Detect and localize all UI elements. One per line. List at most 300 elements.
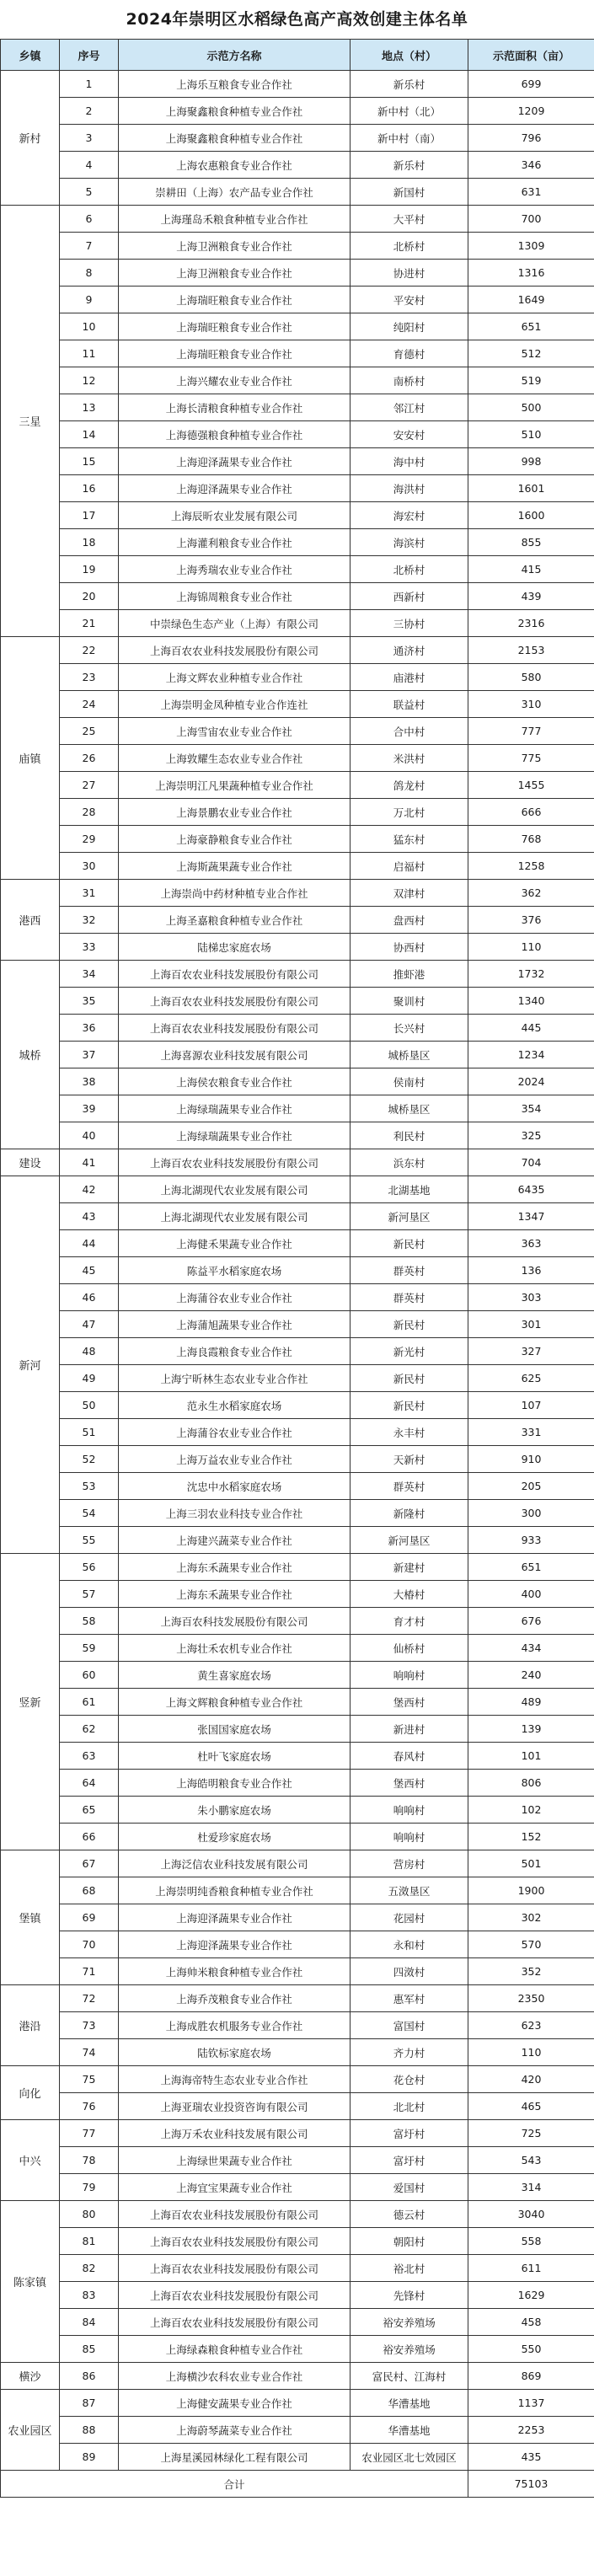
area-cell: 139: [468, 1716, 594, 1743]
location-cell: 协进村: [351, 260, 468, 287]
index-cell: 86: [60, 2363, 119, 2390]
index-cell: 35: [60, 988, 119, 1015]
table-row: [1, 2174, 594, 2201]
table-row: [1, 1176, 594, 1203]
table-row: [1, 1149, 594, 1176]
index-cell: 11: [60, 340, 119, 367]
index-cell: 71: [60, 1958, 119, 1985]
township-cell: 新河: [1, 1176, 60, 1554]
table-row: [1, 260, 594, 287]
table-row: [1, 1662, 594, 1689]
party-cell: 上海迎泽蔬果专业合作社: [119, 448, 351, 475]
location-cell: 盘西村: [351, 907, 468, 934]
location-cell: 育才村: [351, 1608, 468, 1635]
table-row: [1, 1608, 594, 1635]
table-row: [1, 1850, 594, 1877]
index-cell: 77: [60, 2120, 119, 2147]
area-cell: 205: [468, 1473, 594, 1500]
table-row: [1, 233, 594, 260]
location-cell: 米洪村: [351, 745, 468, 772]
table-row: [1, 1203, 594, 1230]
index-cell: 14: [60, 421, 119, 448]
area-cell: 1629: [468, 2282, 594, 2309]
table-row: [1, 421, 594, 448]
area-cell: 314: [468, 2174, 594, 2201]
location-cell: 朝阳村: [351, 2228, 468, 2255]
location-cell: 协西村: [351, 934, 468, 961]
index-cell: 10: [60, 313, 119, 340]
index-cell: 44: [60, 1230, 119, 1257]
area-cell: 1316: [468, 260, 594, 287]
party-cell: 上海迎泽蔬果专业合作社: [119, 475, 351, 502]
location-cell: 富民村、江海村: [351, 2363, 468, 2390]
location-cell: 富国村: [351, 2012, 468, 2039]
location-cell: 通济村: [351, 637, 468, 664]
area-cell: 376: [468, 907, 594, 934]
location-cell: 合中村: [351, 718, 468, 745]
table-row: [1, 2309, 594, 2336]
index-cell: 36: [60, 1015, 119, 1042]
index-cell: 80: [60, 2201, 119, 2228]
index-cell: 5: [60, 179, 119, 206]
table-row: [1, 206, 594, 233]
index-cell: 50: [60, 1392, 119, 1419]
area-cell: 102: [468, 1797, 594, 1824]
location-cell: 三协村: [351, 610, 468, 637]
location-cell: 利民村: [351, 1122, 468, 1149]
party-cell: 上海灌利粮食专业合作社: [119, 529, 351, 556]
party-cell: 陆钦标家庭农场: [119, 2039, 351, 2066]
area-cell: 1601: [468, 475, 594, 502]
area-cell: 107: [468, 1392, 594, 1419]
area-cell: 519: [468, 367, 594, 394]
party-cell: 上海万禾农业科技发展有限公司: [119, 2120, 351, 2147]
table-row: [1, 745, 594, 772]
area-cell: 1340: [468, 988, 594, 1015]
location-cell: 惠军村: [351, 1985, 468, 2012]
area-cell: 501: [468, 1850, 594, 1877]
party-cell: 范永生水稻家庭农场: [119, 1392, 351, 1419]
township-cell: 港西: [1, 880, 60, 961]
table-row: [1, 2444, 594, 2471]
table-row: [1, 340, 594, 367]
index-cell: 8: [60, 260, 119, 287]
party-cell: 上海文辉粮食种植专业合作社: [119, 1689, 351, 1716]
party-cell: 上海蒲旭蔬果专业合作社: [119, 1311, 351, 1338]
location-cell: 浜东村: [351, 1149, 468, 1176]
party-cell: 上海兴耀农业专业合作社: [119, 367, 351, 394]
party-cell: 上海百农农业科技发展股份有限公司: [119, 2309, 351, 2336]
table-row: [1, 826, 594, 853]
area-cell: 570: [468, 1931, 594, 1958]
area-cell: 623: [468, 2012, 594, 2039]
party-cell: 杜叶飞家庭农场: [119, 1743, 351, 1770]
table-row: [1, 2363, 594, 2390]
table-row: [1, 529, 594, 556]
party-cell: 陆梯忠家庭农场: [119, 934, 351, 961]
party-cell: 上海绿森粮食种植专业合作社: [119, 2336, 351, 2363]
index-cell: 74: [60, 2039, 119, 2066]
party-cell: 上海迎泽蔬果专业合作社: [119, 1904, 351, 1931]
index-cell: 88: [60, 2417, 119, 2444]
table-row: [1, 934, 594, 961]
party-cell: 上海德强粮食种植专业合作社: [119, 421, 351, 448]
party-cell: 上海健禾果蔬专业合作社: [119, 1230, 351, 1257]
header-row: [1, 40, 594, 71]
party-cell: 上海泛信农业科技发展有限公司: [119, 1850, 351, 1877]
index-cell: 75: [60, 2066, 119, 2093]
township-cell: 新村: [1, 71, 60, 206]
area-cell: 310: [468, 691, 594, 718]
table-row: [1, 1311, 594, 1338]
index-cell: 87: [60, 2390, 119, 2417]
index-cell: 15: [60, 448, 119, 475]
party-cell: 上海斯蔬果蔬专业合作社: [119, 853, 351, 880]
total-row: [1, 2471, 594, 2498]
party-cell: 上海乐互粮食专业合作社: [119, 71, 351, 98]
index-cell: 4: [60, 152, 119, 179]
index-cell: 62: [60, 1716, 119, 1743]
area-cell: 152: [468, 1824, 594, 1850]
party-cell: 上海文辉农业种植专业合作社: [119, 664, 351, 691]
table-row: [1, 772, 594, 799]
area-cell: 704: [468, 1149, 594, 1176]
party-cell: 上海壮禾农机专业合作社: [119, 1635, 351, 1662]
party-cell: 上海北湖现代农业发展有限公司: [119, 1203, 351, 1230]
table-row: [1, 583, 594, 610]
index-cell: 7: [60, 233, 119, 260]
location-cell: 群英村: [351, 1473, 468, 1500]
table-row: [1, 287, 594, 313]
area-cell: 676: [468, 1608, 594, 1635]
area-cell: 558: [468, 2228, 594, 2255]
table-row: [1, 1419, 594, 1446]
location-cell: 平安村: [351, 287, 468, 313]
area-cell: 1455: [468, 772, 594, 799]
party-cell: 上海百农科技发展股份有限公司: [119, 1608, 351, 1635]
table-row: [1, 448, 594, 475]
index-cell: 18: [60, 529, 119, 556]
location-cell: 新河垦区: [351, 1527, 468, 1554]
party-cell: 上海良霞粮食专业合作社: [119, 1338, 351, 1365]
party-cell: 上海卫洲粮食专业合作社: [119, 260, 351, 287]
table-row: [1, 2120, 594, 2147]
table-row: [1, 1581, 594, 1608]
party-cell: 上海东禾蔬果专业合作社: [119, 1554, 351, 1581]
area-cell: 303: [468, 1284, 594, 1311]
area-cell: 1309: [468, 233, 594, 260]
area-cell: 362: [468, 880, 594, 907]
table-row: [1, 1877, 594, 1904]
table-row: [1, 1365, 594, 1392]
party-cell: 上海聚鑫粮食种植专业合作社: [119, 98, 351, 125]
location-cell: 联益村: [351, 691, 468, 718]
location-cell: 新进村: [351, 1716, 468, 1743]
area-cell: 400: [468, 1581, 594, 1608]
index-cell: 53: [60, 1473, 119, 1500]
header-township: 乡镇: [1, 40, 60, 71]
index-cell: 49: [60, 1365, 119, 1392]
table-row: [1, 1985, 594, 2012]
location-cell: 新民村: [351, 1230, 468, 1257]
table-row: [1, 988, 594, 1015]
table-body: [1, 71, 594, 2471]
index-cell: 59: [60, 1635, 119, 1662]
index-cell: 79: [60, 2174, 119, 2201]
party-cell: 上海崇尚中药材种植专业合作社: [119, 880, 351, 907]
table-row: [1, 2282, 594, 2309]
party-cell: 中崇绿色生态产业（上海）有限公司: [119, 610, 351, 637]
index-cell: 82: [60, 2255, 119, 2282]
index-cell: 84: [60, 2309, 119, 2336]
location-cell: 长兴村: [351, 1015, 468, 1042]
table-row: [1, 125, 594, 152]
area-cell: 2253: [468, 2417, 594, 2444]
table-row: [1, 179, 594, 206]
location-cell: 农业园区北七效园区: [351, 2444, 468, 2471]
area-cell: 327: [468, 1338, 594, 1365]
area-cell: 1900: [468, 1877, 594, 1904]
area-cell: 855: [468, 529, 594, 556]
area-cell: 1209: [468, 98, 594, 125]
table-row: [1, 1635, 594, 1662]
table-row: [1, 718, 594, 745]
table-row: [1, 853, 594, 880]
party-cell: 沈忠中水稻家庭农场: [119, 1473, 351, 1500]
table-row: [1, 1284, 594, 1311]
party-cell: 上海万益农业专业合作社: [119, 1446, 351, 1473]
area-cell: 611: [468, 2255, 594, 2282]
township-cell: 陈家镇: [1, 2201, 60, 2363]
location-cell: 德云村: [351, 2201, 468, 2228]
location-cell: 华漕基地: [351, 2390, 468, 2417]
area-cell: 580: [468, 664, 594, 691]
index-cell: 32: [60, 907, 119, 934]
party-cell: 上海百农农业科技发展股份有限公司: [119, 2282, 351, 2309]
area-cell: 101: [468, 1743, 594, 1770]
table-row: [1, 1797, 594, 1824]
location-cell: 猛东村: [351, 826, 468, 853]
party-cell: 上海雪宙农业专业合作社: [119, 718, 351, 745]
location-cell: 群英村: [351, 1284, 468, 1311]
table-row: [1, 1473, 594, 1500]
index-cell: 58: [60, 1608, 119, 1635]
location-cell: 响响村: [351, 1797, 468, 1824]
area-cell: 352: [468, 1958, 594, 1985]
table-row: [1, 2147, 594, 2174]
table-row: [1, 71, 594, 98]
area-cell: 435: [468, 2444, 594, 2471]
area-cell: 465: [468, 2093, 594, 2120]
location-cell: 华漕基地: [351, 2417, 468, 2444]
area-cell: 775: [468, 745, 594, 772]
table-row: [1, 556, 594, 583]
table-row: [1, 1743, 594, 1770]
index-cell: 81: [60, 2228, 119, 2255]
index-cell: 54: [60, 1500, 119, 1527]
township-cell: 三星: [1, 206, 60, 637]
table-row: [1, 502, 594, 529]
index-cell: 61: [60, 1689, 119, 1716]
area-cell: 699: [468, 71, 594, 98]
location-cell: 五滧垦区: [351, 1877, 468, 1904]
location-cell: 新民村: [351, 1392, 468, 1419]
party-cell: 上海喜源农业科技发展有限公司: [119, 1042, 351, 1068]
table-row: [1, 1257, 594, 1284]
party-cell: 朱小鹏家庭农场: [119, 1797, 351, 1824]
location-cell: 花仓村: [351, 2066, 468, 2093]
index-cell: 46: [60, 1284, 119, 1311]
party-cell: 上海聚鑫粮食种植专业合作社: [119, 125, 351, 152]
table-row: [1, 394, 594, 421]
area-cell: 136: [468, 1257, 594, 1284]
area-cell: 631: [468, 179, 594, 206]
index-cell: 28: [60, 799, 119, 826]
township-cell: 农业园区: [1, 2390, 60, 2471]
table-row: [1, 1446, 594, 1473]
party-cell: 上海辰昕农业发展有限公司: [119, 502, 351, 529]
party-cell: 上海星溪园林绿化工程有限公司: [119, 2444, 351, 2471]
index-cell: 16: [60, 475, 119, 502]
area-cell: 6435: [468, 1176, 594, 1203]
party-cell: 上海绿瑞蔬果专业合作社: [119, 1122, 351, 1149]
party-cell: 上海侯农粮食专业合作社: [119, 1068, 351, 1095]
party-cell: 上海成胜农机服务专业合作社: [119, 2012, 351, 2039]
index-cell: 13: [60, 394, 119, 421]
party-cell: 上海百农农业科技发展股份有限公司: [119, 2201, 351, 2228]
party-cell: 上海北湖现代农业发展有限公司: [119, 1176, 351, 1203]
location-cell: 新隆村: [351, 1500, 468, 1527]
party-cell: 上海帅米粮食种植专业合作社: [119, 1958, 351, 1985]
index-cell: 76: [60, 2093, 119, 2120]
index-cell: 67: [60, 1850, 119, 1877]
location-cell: 推虾港: [351, 961, 468, 988]
party-cell: 上海豪静粮食专业合作社: [119, 826, 351, 853]
index-cell: 72: [60, 1985, 119, 2012]
index-cell: 41: [60, 1149, 119, 1176]
area-cell: 777: [468, 718, 594, 745]
table-row: [1, 880, 594, 907]
table-row: [1, 1095, 594, 1122]
index-cell: 85: [60, 2336, 119, 2363]
location-cell: 天新村: [351, 1446, 468, 1473]
party-cell: 张国国家庭农场: [119, 1716, 351, 1743]
location-cell: 新乐村: [351, 152, 468, 179]
location-cell: 北桥村: [351, 233, 468, 260]
table-row: [1, 637, 594, 664]
township-cell: 庙镇: [1, 637, 60, 880]
township-cell: 港沿: [1, 1985, 60, 2066]
index-cell: 73: [60, 2012, 119, 2039]
index-cell: 33: [60, 934, 119, 961]
location-cell: 海宏村: [351, 502, 468, 529]
table-row: [1, 2336, 594, 2363]
location-cell: 爱国村: [351, 2174, 468, 2201]
index-cell: 20: [60, 583, 119, 610]
index-cell: 66: [60, 1824, 119, 1850]
area-cell: 869: [468, 2363, 594, 2390]
table-row: [1, 2390, 594, 2417]
location-cell: 海洪村: [351, 475, 468, 502]
location-cell: 营房村: [351, 1850, 468, 1877]
table-row: [1, 2012, 594, 2039]
party-cell: 上海崇明金凤种植专业合作连社: [119, 691, 351, 718]
index-cell: 47: [60, 1311, 119, 1338]
area-cell: 651: [468, 313, 594, 340]
table-row: [1, 907, 594, 934]
table-row: [1, 1770, 594, 1797]
area-cell: 625: [468, 1365, 594, 1392]
area-cell: 363: [468, 1230, 594, 1257]
township-cell: 横沙: [1, 2363, 60, 2390]
index-cell: 37: [60, 1042, 119, 1068]
table-row: [1, 1527, 594, 1554]
party-cell: 上海瑾岛禾粮食种植专业合作社: [119, 206, 351, 233]
party-cell: 上海敦耀生态农业专业合作社: [119, 745, 351, 772]
index-cell: 45: [60, 1257, 119, 1284]
area-cell: 550: [468, 2336, 594, 2363]
party-cell: 上海百农农业科技发展股份有限公司: [119, 1149, 351, 1176]
area-cell: 1137: [468, 2390, 594, 2417]
table-row: [1, 2201, 594, 2228]
table-row: [1, 1500, 594, 1527]
location-cell: 四滧村: [351, 1958, 468, 1985]
area-cell: 458: [468, 2309, 594, 2336]
location-cell: 裕安养殖场: [351, 2336, 468, 2363]
index-cell: 30: [60, 853, 119, 880]
index-cell: 42: [60, 1176, 119, 1203]
table-row: [1, 1230, 594, 1257]
location-cell: 南桥村: [351, 367, 468, 394]
index-cell: 38: [60, 1068, 119, 1095]
table-row: [1, 1068, 594, 1095]
area-cell: 2024: [468, 1068, 594, 1095]
party-cell: 上海蔚琴蔬菜专业合作社: [119, 2417, 351, 2444]
area-cell: 240: [468, 1662, 594, 1689]
area-cell: 933: [468, 1527, 594, 1554]
township-cell: 堡镇: [1, 1850, 60, 1985]
party-cell: 上海百农农业科技发展股份有限公司: [119, 961, 351, 988]
index-cell: 57: [60, 1581, 119, 1608]
location-cell: 齐力村: [351, 2039, 468, 2066]
party-cell: 上海皓明粮食专业合作社: [119, 1770, 351, 1797]
index-cell: 60: [60, 1662, 119, 1689]
area-cell: 445: [468, 1015, 594, 1042]
party-cell: 上海圣嘉粮食种植专业合作社: [119, 907, 351, 934]
location-cell: 西新村: [351, 583, 468, 610]
area-cell: 354: [468, 1095, 594, 1122]
area-cell: 500: [468, 394, 594, 421]
index-cell: 78: [60, 2147, 119, 2174]
table-row: [1, 2039, 594, 2066]
area-cell: 3040: [468, 2201, 594, 2228]
area-cell: 439: [468, 583, 594, 610]
party-cell: 上海绿世果蔬专业合作社: [119, 2147, 351, 2174]
area-cell: 2350: [468, 1985, 594, 2012]
index-cell: 55: [60, 1527, 119, 1554]
index-cell: 89: [60, 2444, 119, 2471]
index-cell: 3: [60, 125, 119, 152]
area-cell: 302: [468, 1904, 594, 1931]
location-cell: 大椿村: [351, 1581, 468, 1608]
area-cell: 420: [468, 2066, 594, 2093]
location-cell: 堡西村: [351, 1689, 468, 1716]
table-row: [1, 152, 594, 179]
index-cell: 17: [60, 502, 119, 529]
area-cell: 910: [468, 1446, 594, 1473]
area-cell: 700: [468, 206, 594, 233]
area-cell: 796: [468, 125, 594, 152]
